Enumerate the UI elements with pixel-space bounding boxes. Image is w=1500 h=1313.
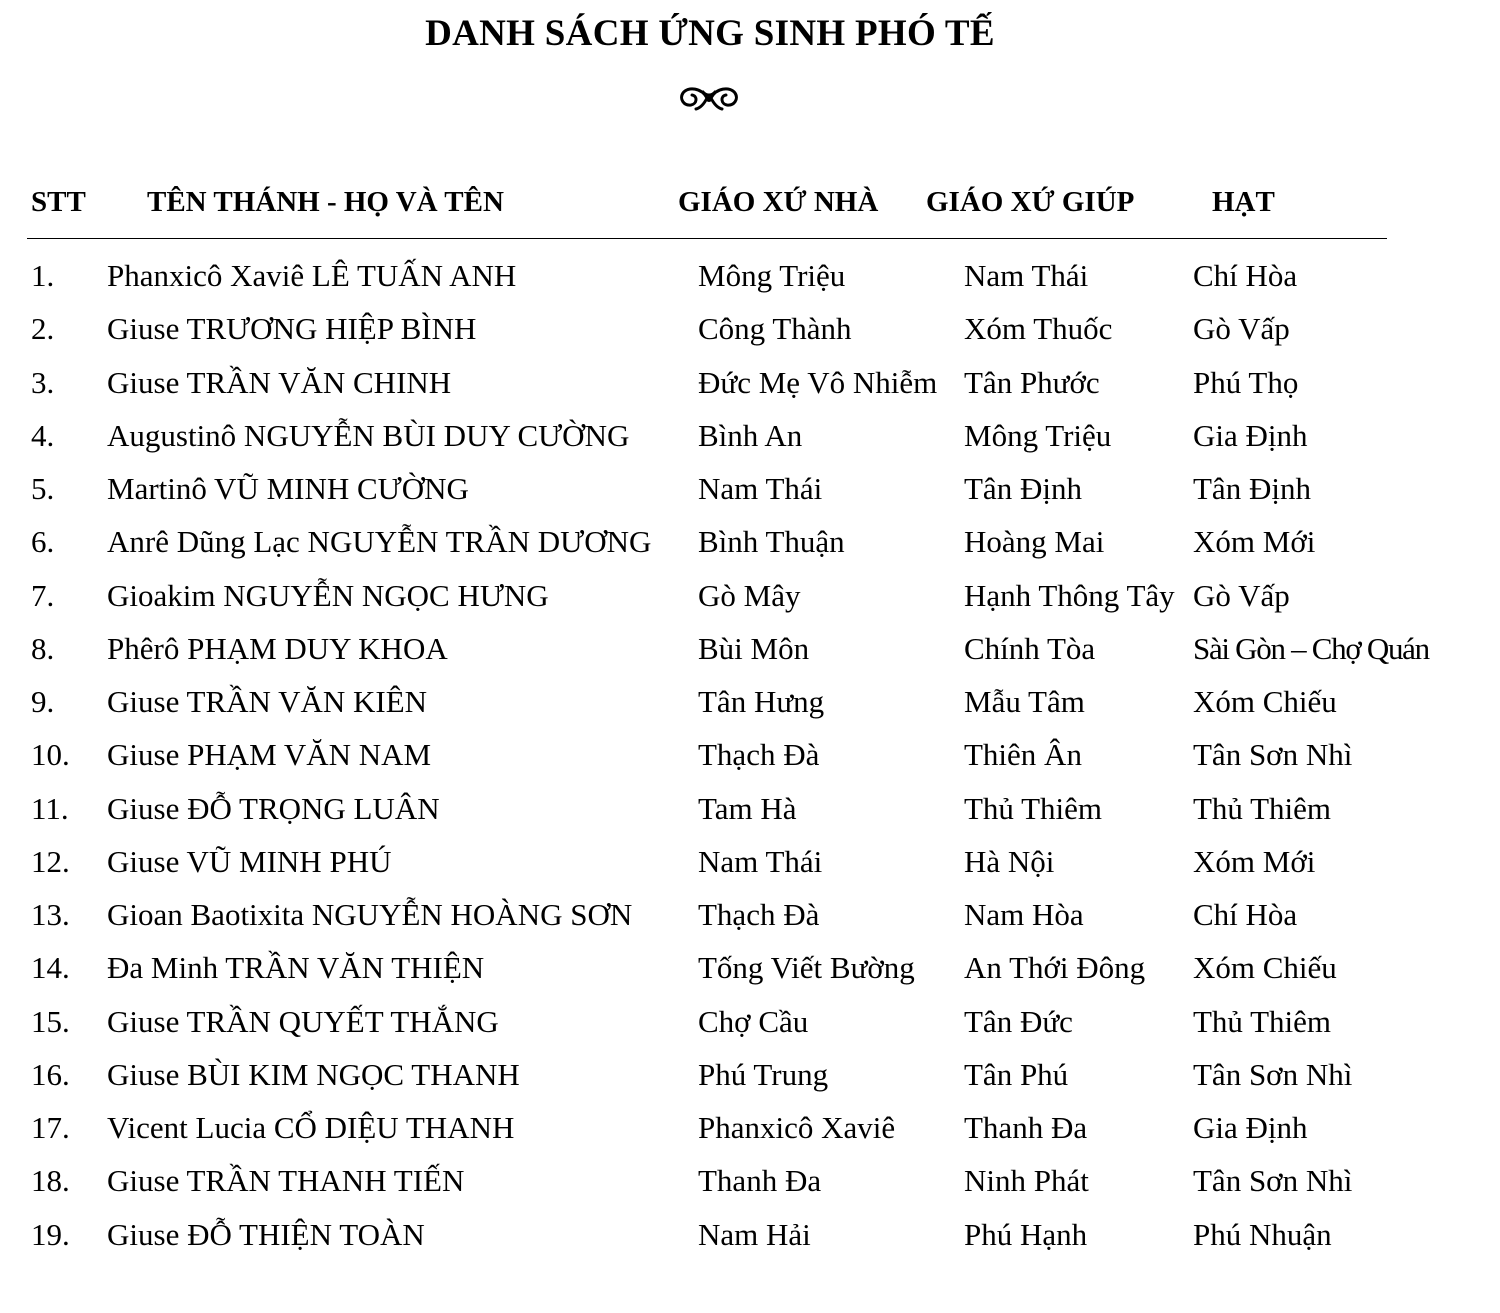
home-parish: Chợ Cầu	[698, 1003, 809, 1039]
table-row	[0, 412, 1500, 465]
candidate-name: Giuse TRƯƠNG HIỆP BÌNH	[107, 311, 477, 347]
deanery: Gò Vấp	[1193, 311, 1290, 347]
candidate-name: Giuse TRẦN THANH TIẾN	[107, 1163, 465, 1199]
candidate-name: Giuse ĐỖ THIỆN TOÀN	[107, 1216, 425, 1252]
candidate-name: Giuse PHẠM VĂN NAM	[107, 737, 432, 773]
home-parish: Thạch Đà	[698, 737, 820, 773]
row-number: 11.	[31, 790, 69, 826]
deanery: Phú Thọ	[1193, 364, 1299, 400]
table-row	[0, 998, 1500, 1051]
row-number: 18.	[31, 1163, 70, 1199]
deanery: Tân Sơn Nhì	[1193, 737, 1353, 773]
help-parish: Mông Triệu	[964, 417, 1112, 453]
row-number: 1.	[31, 258, 55, 293]
candidate-name: Giuse ĐỖ TRỌNG LUÂN	[107, 790, 440, 826]
page-title: DANH SÁCH ỨNG SINH PHÓ TẾ	[425, 13, 995, 54]
deanery: Xóm Chiếu	[1193, 950, 1337, 986]
help-parish: Thanh Đa	[964, 1110, 1088, 1145]
table-row	[0, 731, 1500, 784]
home-parish: Thạch Đà	[698, 897, 820, 932]
candidate-name: Augustinô NGUYỄN BÙI DUY CƯỜNG	[107, 417, 630, 453]
ornament-divider-icon	[0, 80, 1418, 120]
home-parish: Phú Trung	[698, 1056, 829, 1092]
candidate-name: Giuse TRẦN QUYẾT THẮNG	[107, 1003, 499, 1039]
table-row	[0, 891, 1500, 944]
candidate-name: Anrê Dũng Lạc NGUYỄN TRẦN DƯƠNG	[107, 524, 652, 560]
home-parish: Bình Thuận	[698, 524, 845, 560]
home-parish: Đức Mẹ Vô Nhiễm	[698, 364, 938, 400]
table-row	[0, 1211, 1500, 1264]
table-header	[0, 186, 1500, 226]
deanery: Thủ Thiêm	[1193, 790, 1332, 826]
candidate-name: Giuse TRẦN VĂN CHINH	[107, 364, 452, 400]
table-row	[0, 944, 1500, 997]
table-row	[0, 305, 1500, 358]
row-number: 5.	[31, 471, 55, 506]
deanery: Tân Sơn Nhì	[1193, 1056, 1353, 1092]
help-parish: Nam Thái	[964, 258, 1089, 293]
deanery: Tân Sơn Nhì	[1193, 1163, 1353, 1199]
table-row	[0, 518, 1500, 571]
help-parish: Tân Đức	[964, 1003, 1073, 1039]
home-parish: Phanxicô Xaviê	[698, 1110, 896, 1145]
help-parish: An Thới Đông	[964, 950, 1146, 986]
home-parish: Bùi Môn	[698, 630, 810, 666]
candidate-name: Phanxicô Xaviê LÊ TUẤN ANH	[107, 258, 517, 293]
row-number: 13.	[31, 897, 70, 932]
candidate-name: Giuse BÙI KIM NGỌC THANH	[107, 1056, 520, 1092]
help-parish: Chính Tòa	[964, 630, 1096, 666]
help-parish: Hoàng Mai	[964, 524, 1105, 560]
row-number: 6.	[31, 524, 55, 560]
home-parish: Mông Triệu	[698, 258, 846, 293]
home-parish: Tam Hà	[698, 790, 797, 826]
table-row	[0, 465, 1500, 518]
column-header-help-parish: GIÁO XỨ GIÚP	[926, 186, 1135, 218]
home-parish: Nam Thái	[698, 843, 823, 879]
table-row	[0, 625, 1500, 678]
row-number: 2.	[31, 311, 55, 347]
help-parish: Mẫu Tâm	[964, 684, 1085, 719]
home-parish: Thanh Đa	[698, 1163, 822, 1199]
help-parish: Tân Phú	[964, 1056, 1069, 1092]
deanery: Chí Hòa	[1193, 258, 1298, 293]
help-parish: Thủ Thiêm	[964, 790, 1103, 826]
help-parish: Tân Phước	[964, 364, 1100, 400]
deanery: Xóm Mới	[1193, 524, 1316, 560]
home-parish: Công Thành	[698, 311, 852, 347]
table-row	[0, 785, 1500, 838]
header-divider	[27, 238, 1387, 239]
deanery: Gia Định	[1193, 1110, 1308, 1145]
table-row	[0, 252, 1500, 305]
ornament-divider-icon-graphic	[674, 80, 744, 116]
help-parish: Ninh Phát	[964, 1163, 1089, 1199]
table-row	[0, 1051, 1500, 1104]
help-parish: Phú Hạnh	[964, 1216, 1088, 1252]
home-parish: Bình An	[698, 417, 803, 453]
row-number: 7.	[31, 577, 55, 613]
row-number: 12.	[31, 843, 70, 879]
home-parish: Nam Thái	[698, 471, 823, 506]
deanery: Phú Nhuận	[1193, 1216, 1332, 1252]
help-parish: Tân Định	[964, 471, 1082, 506]
help-parish: Xóm Thuốc	[964, 311, 1113, 347]
candidate-name: Gioakim NGUYỄN NGỌC HƯNG	[107, 577, 549, 613]
table-row	[0, 359, 1500, 412]
candidate-list	[0, 252, 1500, 1264]
table-row	[0, 1104, 1500, 1157]
column-header-home-parish: GIÁO XỨ NHÀ	[678, 186, 879, 218]
column-header-stt: STT	[31, 186, 86, 218]
candidate-name: Gioan Baotixita NGUYỄN HOÀNG SƠN	[107, 897, 633, 932]
row-number: 3.	[31, 364, 55, 400]
table-row	[0, 572, 1500, 625]
home-parish: Tống Viết Bường	[698, 950, 915, 986]
row-number: 19.	[31, 1216, 70, 1252]
row-number: 16.	[31, 1056, 70, 1092]
row-number: 4.	[31, 417, 55, 453]
candidate-name: Vicent Lucia CỔ DIỆU THANH	[107, 1110, 515, 1145]
table-row	[0, 1157, 1500, 1210]
row-number: 10.	[31, 737, 70, 773]
home-parish: Tân Hưng	[698, 684, 825, 719]
deanery: Gò Vấp	[1193, 577, 1290, 613]
row-number: 8.	[31, 630, 55, 666]
column-header-deanery: HẠT	[1212, 186, 1275, 218]
deanery: Thủ Thiêm	[1193, 1003, 1332, 1039]
help-parish: Hạnh Thông Tây	[964, 577, 1175, 613]
help-parish: Nam Hòa	[964, 897, 1084, 932]
candidate-name: Giuse TRẦN VĂN KIÊN	[107, 684, 428, 719]
deanery: Xóm Chiếu	[1193, 684, 1337, 719]
row-number: 15.	[31, 1003, 70, 1039]
candidate-name: Đa Minh TRẦN VĂN THIỆN	[107, 950, 485, 986]
deanery: Tân Định	[1193, 471, 1311, 506]
help-parish: Hà Nội	[964, 843, 1055, 879]
row-number: 17.	[31, 1110, 70, 1145]
deanery: Sài Gòn – Chợ Quán	[1193, 630, 1429, 666]
deanery: Gia Định	[1193, 417, 1308, 453]
row-number: 9.	[31, 684, 55, 719]
deanery: Xóm Mới	[1193, 843, 1316, 879]
candidate-name: Giuse VŨ MINH PHÚ	[107, 843, 392, 879]
column-header-name: TÊN THÁNH - HỌ VÀ TÊN	[147, 186, 504, 218]
table-row	[0, 838, 1500, 891]
home-parish: Nam Hải	[698, 1216, 811, 1252]
candidate-name: Phêrô PHẠM DUY KHOA	[107, 630, 448, 666]
help-parish: Thiên Ân	[964, 737, 1082, 773]
deanery: Chí Hòa	[1193, 897, 1298, 932]
candidate-name: Martinô VŨ MINH CƯỜNG	[107, 471, 469, 506]
table-row	[0, 678, 1500, 731]
row-number: 14.	[31, 950, 70, 986]
home-parish: Gò Mây	[698, 577, 801, 613]
